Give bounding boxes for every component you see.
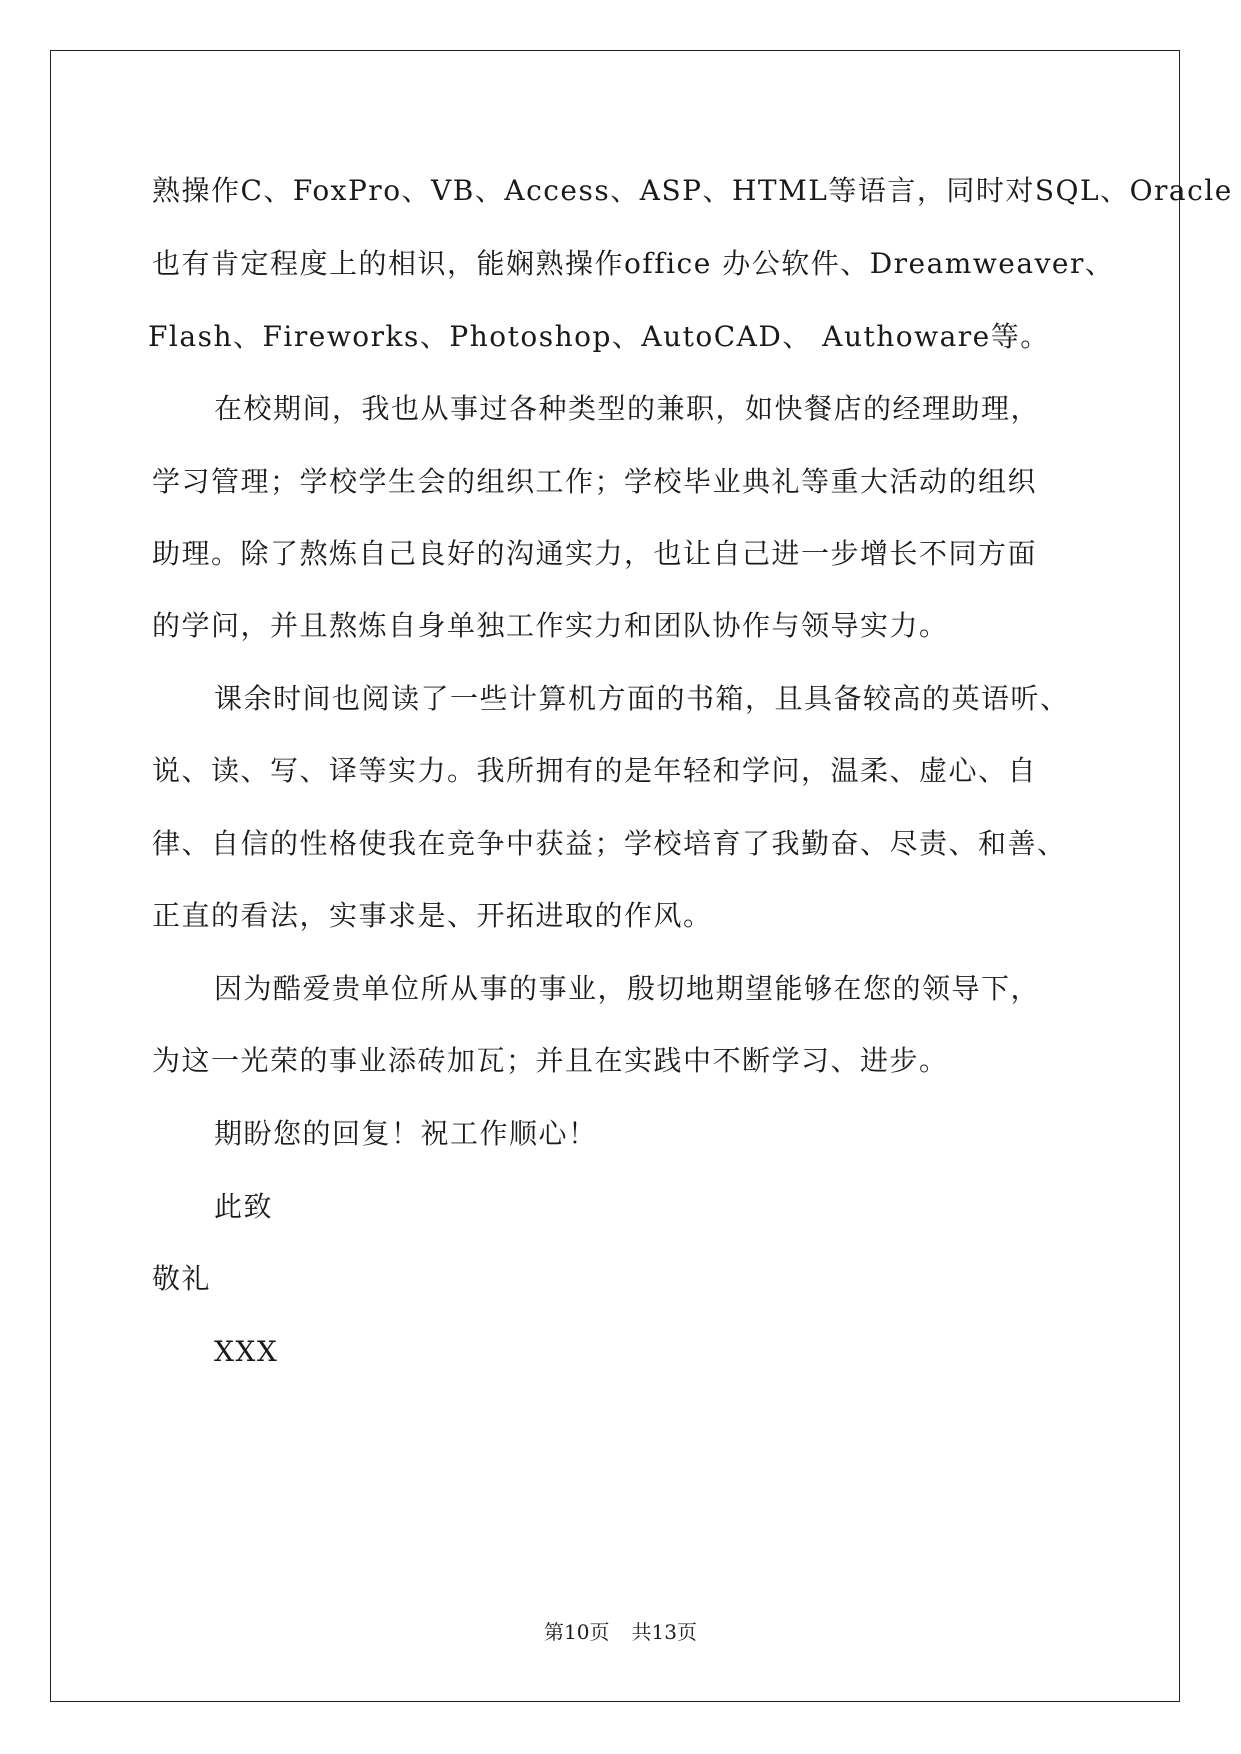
signature: XXX [214,1335,279,1368]
body-line: 也有肯定程度上的相识，能娴熟操作office 办公软件、Dreamweaver、 [152,247,1115,280]
body-line: 律、自信的性格使我在竞争中获益；学校培育了我勤奋、尽责、和善、 [152,827,1067,860]
body-line: 助理。除了熬炼自己良好的沟通实力，也让自己进一步增长不同方面 [152,537,1038,570]
page-frame [50,50,1180,1702]
body-line: 因为酷爱贵单位所从事的事业，殷切地期望能够在您的领导下， [214,972,1041,1005]
salutation-jing-li: 敬礼 [152,1262,212,1295]
body-line: 说、读、写、译等实力。我所拥有的是年轻和学问，温柔、虚心、自 [152,754,1038,787]
closing-line: 期盼您的回复！祝工作顺心！ [214,1117,598,1150]
body-line: 学习管理；学校学生会的组织工作；学校毕业典礼等重大活动的组织 [152,465,1038,498]
body-line: 熟操作C、FoxPro、VB、Access、ASP、HTML等语言，同时对SQL、Oracle [152,174,1233,207]
body-line: 课余时间也阅读了一些计算机方面的书箱，且具备较高的英语听、 [214,682,1070,715]
body-line: 在校期间，我也从事过各种类型的兼职，如快餐店的经理助理， [214,392,1041,425]
total-pages-label: 共13页 [631,1620,697,1644]
body-line: 的学问，并且熬炼自身单独工作实力和团队协作与领导实力。 [152,609,949,642]
salutation-ci-zhi: 此致 [214,1190,274,1223]
body-line: 正直的看法，实事求是、开拓进取的作风。 [152,899,713,932]
current-page-label: 第10页 [544,1620,610,1644]
body-line: 为这一光荣的事业添砖加瓦；并且在实践中不断学习、进步。 [152,1044,949,1077]
page-footer [0,1618,1241,1646]
body-line: Flash、Fireworks、Photoshop、AutoCAD、 Authoware等。 [148,320,1050,353]
